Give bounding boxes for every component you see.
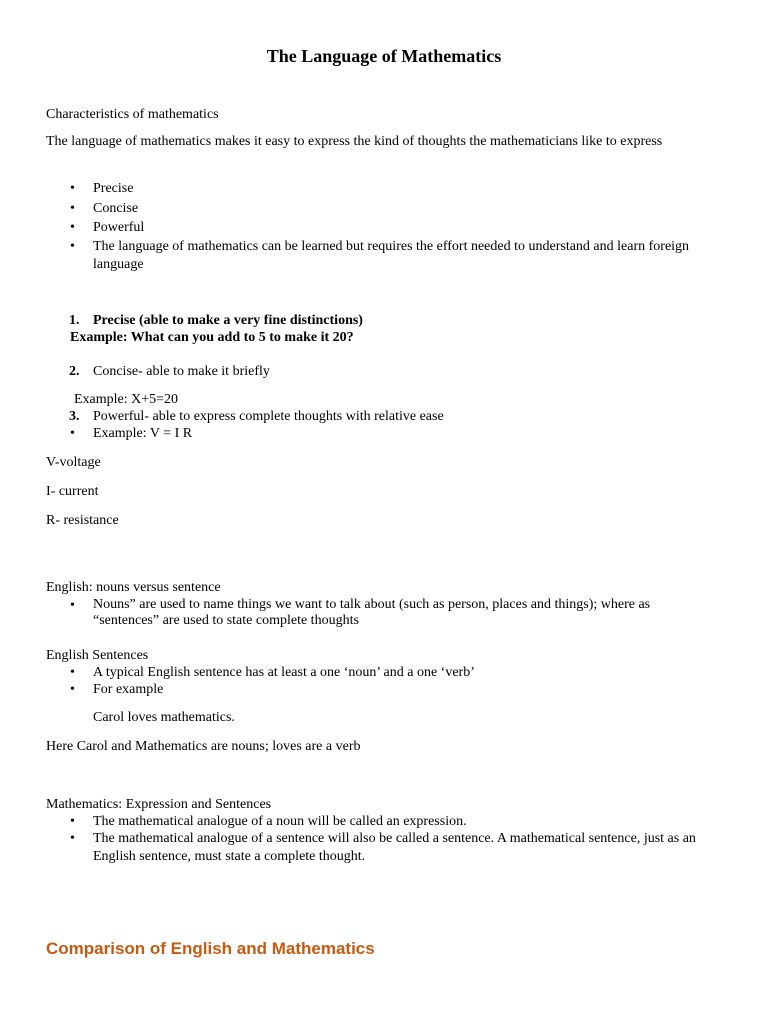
bullet-icon: •: [70, 181, 75, 196]
numbered-item-powerful: Powerful- able to express complete thoughts with relative ease: [93, 409, 444, 424]
numbered-item-precise: Precise (able to make a very fine distinctions): [93, 313, 363, 328]
list-item: A typical English sentence has at least a one ‘noun’ and a one ‘verb’: [93, 665, 475, 680]
numbered-item-concise: Concise- able to make it briefly: [93, 364, 270, 379]
english-sentences-heading: English Sentences: [46, 648, 149, 663]
list-number: 3.: [69, 409, 80, 424]
bullet-icon: •: [70, 239, 75, 254]
list-item: The mathematical analogue of a noun will be called an expression.: [93, 814, 467, 829]
numbered-item-concise-example: Example: X+5=20: [74, 392, 179, 407]
bullet-icon: •: [70, 220, 75, 235]
comparison-heading: Comparison of English and Mathematics: [46, 939, 375, 958]
bullet-icon: •: [70, 201, 75, 216]
list-item: For example: [93, 682, 164, 697]
document-title: The Language of Mathematics: [266, 46, 502, 66]
bullet-icon: •: [70, 426, 75, 441]
bullet-icon: •: [70, 831, 75, 846]
bullet-icon: •: [70, 682, 75, 697]
list-item: Concise: [93, 201, 139, 216]
example-sentence: Carol loves mathematics.: [93, 710, 235, 725]
numbered-item-powerful-example: Example: V = I R: [93, 426, 193, 441]
math-expressions-heading: Mathematics: Expression and Sentences: [46, 797, 272, 812]
characteristics-heading: Characteristics of mathematics: [46, 107, 219, 122]
list-number: 1.: [69, 313, 80, 328]
variable-voltage: V-voltage: [46, 455, 101, 470]
numbered-item-precise-example: Example: What can you add to 5 to make it 20?: [70, 330, 354, 345]
bullet-icon: •: [70, 814, 75, 829]
variable-current: I- current: [46, 484, 99, 499]
variable-resistance: R- resistance: [46, 513, 119, 528]
list-item: The language of mathematics can be learned but requires the effort needed to understand and learn foreign language: [93, 239, 690, 272]
bullet-icon: •: [70, 598, 75, 613]
example-explanation: Here Carol and Mathematics are nouns; loves are a verb: [46, 739, 361, 754]
bullet-icon: •: [70, 665, 75, 680]
list-item: Powerful: [93, 220, 145, 235]
characteristics-intro: The language of mathematics makes it easy to express the kind of thoughts the mathematicians like to express: [46, 134, 663, 149]
list-item: Nouns” are used to name things we want to talk about (such as person, places and things); where as “sentences” are used to state complete thoughts: [93, 597, 651, 628]
english-nouns-heading: English: nouns versus sentence: [46, 580, 221, 595]
list-item: The mathematical analogue of a sentence will also be called a sentence. A mathematical sentence, just as an English sentence, must state a complete thought.: [93, 831, 696, 864]
list-item: Precise: [93, 181, 134, 196]
list-number: 2.: [69, 364, 80, 379]
